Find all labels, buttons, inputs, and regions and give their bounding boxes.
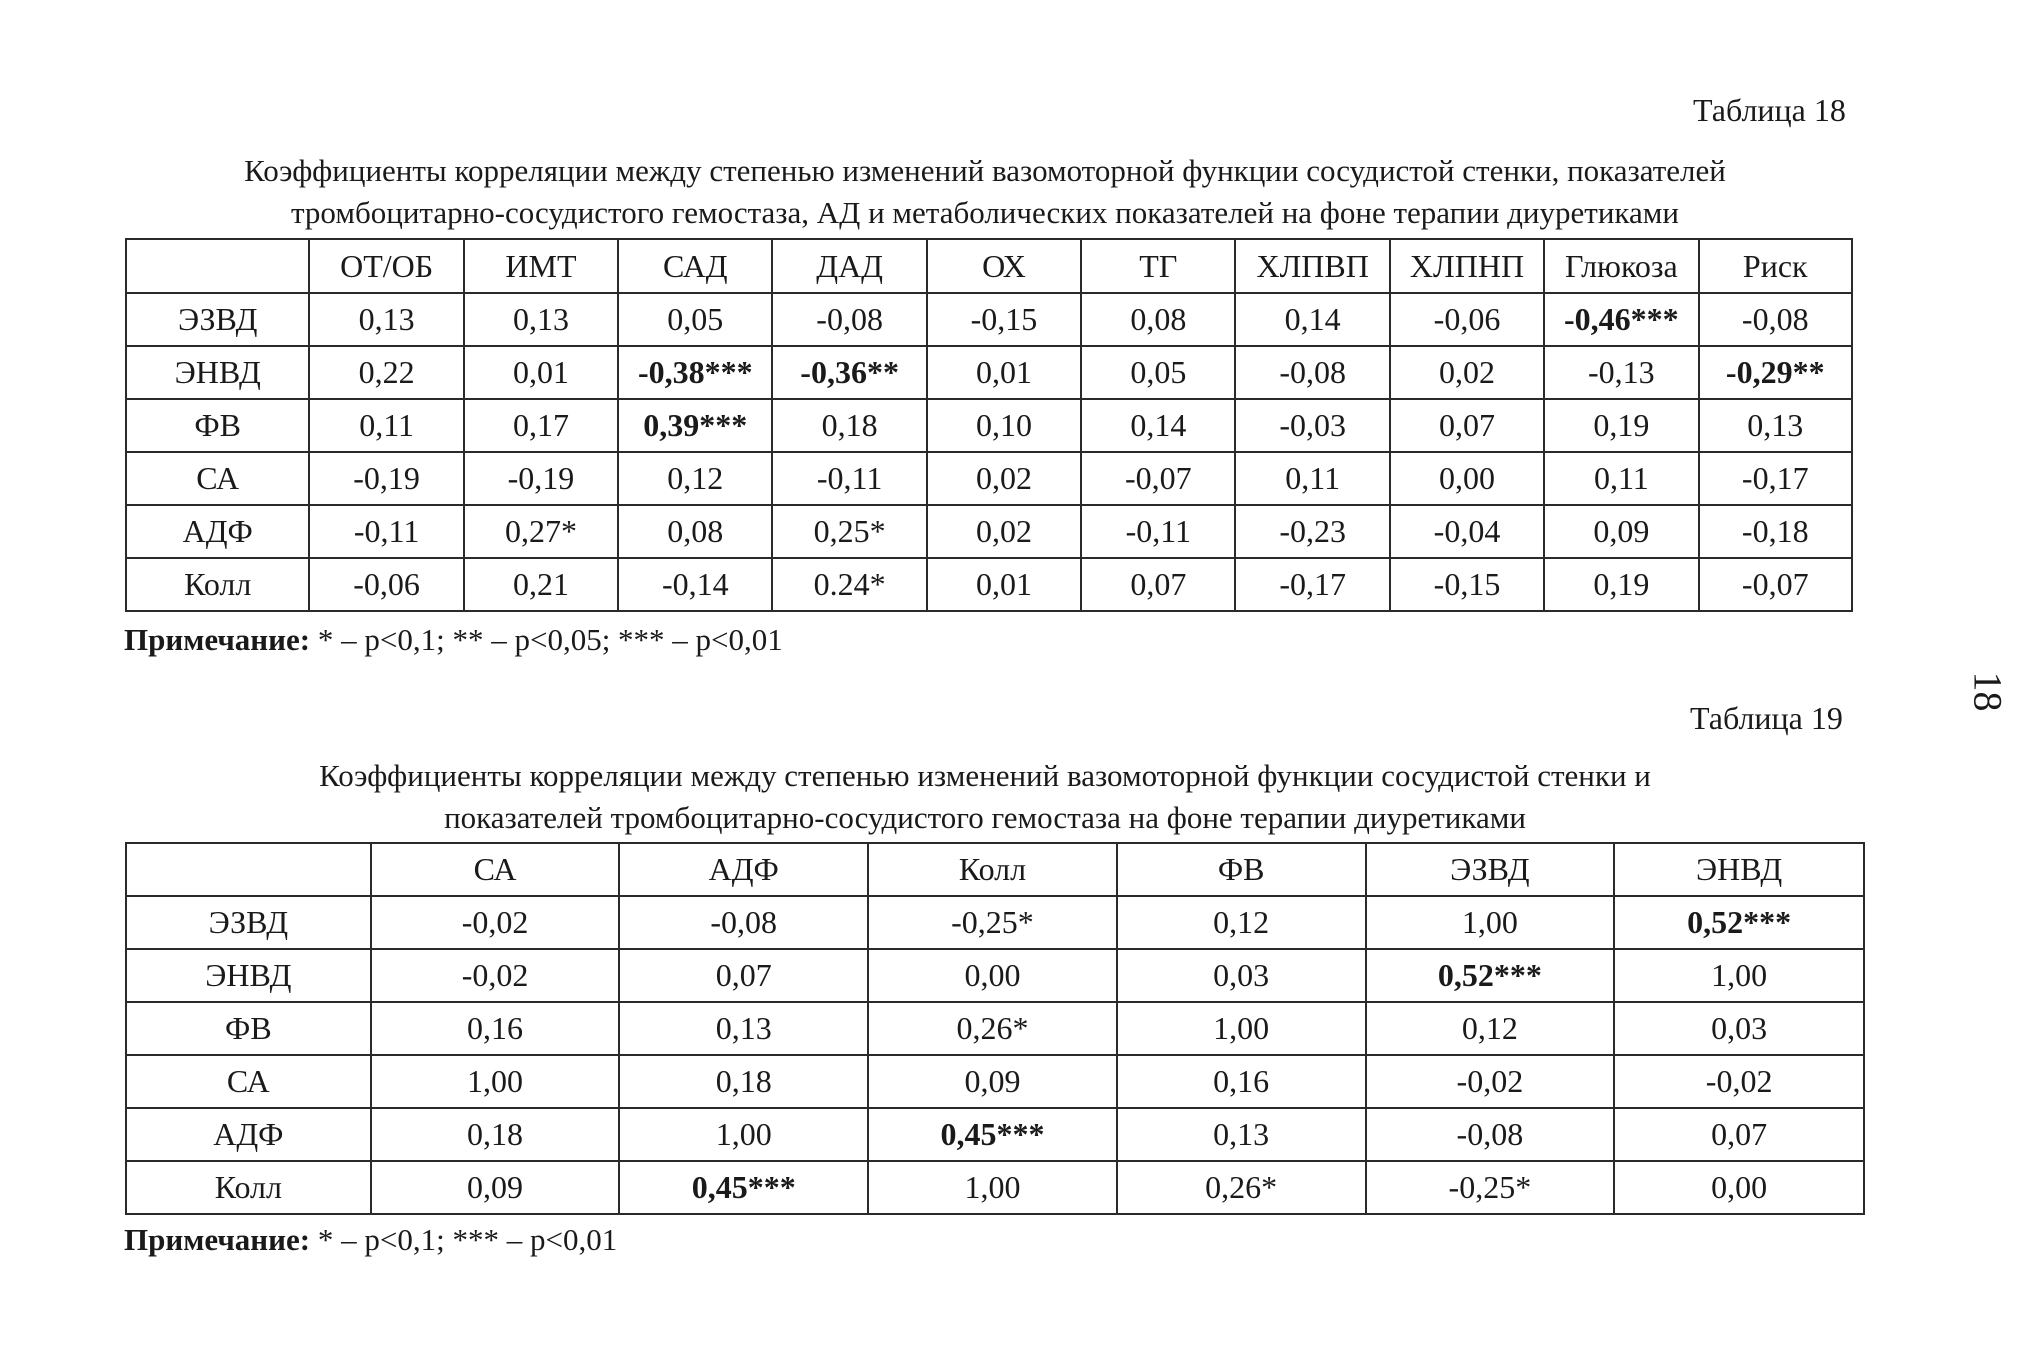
table19-cell: 0,18 — [619, 1055, 868, 1108]
table18-cell: 0,19 — [1544, 558, 1698, 611]
table19-cell: -0,02 — [1614, 1055, 1864, 1108]
table19-cell: 1,00 — [371, 1055, 620, 1108]
table18-cell: 0,00 — [1390, 452, 1544, 505]
table19-note-text: * – p<0,1; *** – p<0,01 — [310, 1222, 618, 1257]
table18-cell: 0,11 — [1544, 452, 1698, 505]
table18-cell-significant: -0,46*** — [1544, 293, 1698, 346]
table18-cell: -0,11 — [1081, 505, 1235, 558]
table18-cell: 0,12 — [618, 452, 772, 505]
table18-cell: 0,08 — [1081, 293, 1235, 346]
table19-cell: 0,03 — [1117, 949, 1366, 1002]
table18-cell: 0,07 — [1390, 399, 1544, 452]
table18-note — [124, 622, 783, 658]
table18-row-header: ФВ — [126, 399, 309, 452]
table19-cell: 0,13 — [1117, 1108, 1366, 1161]
table19-cell: 0,09 — [868, 1055, 1117, 1108]
table19-cell: 0,12 — [1117, 896, 1366, 949]
table18-col-header: ИМТ — [464, 239, 618, 293]
table19-cell-significant: 0,52*** — [1614, 896, 1864, 949]
table18-col-header: ОХ — [927, 239, 1081, 293]
table18-cell-significant: -0,29** — [1699, 346, 1852, 399]
table18-caption-line2: тромбоцитарно-сосудистого гемостаза, АД и метаболических показателей на фоне терапии диуретиками — [291, 195, 1679, 230]
table19-cell: 0,13 — [619, 1002, 868, 1055]
table18-cell: 0,14 — [1081, 399, 1235, 452]
table18-cell: 0,19 — [1544, 399, 1698, 452]
table19-cell: 0,00 — [1614, 1161, 1864, 1214]
table18-cell: 0,02 — [1390, 346, 1544, 399]
table19-cell: -0,08 — [619, 896, 868, 949]
table18-col-header: Риск — [1699, 239, 1852, 293]
table18-row — [126, 452, 1852, 505]
table18-col-header: САД — [618, 239, 772, 293]
table18-cell: -0,18 — [1699, 505, 1852, 558]
table19-corner — [126, 843, 371, 896]
table18-cell: 0,01 — [927, 558, 1081, 611]
table18-cell: 0,10 — [927, 399, 1081, 452]
table19-col-header: ЭЗВД — [1366, 843, 1615, 896]
table18-cell: 0,02 — [927, 452, 1081, 505]
table18-cell: -0,15 — [927, 293, 1081, 346]
table19-row — [126, 1161, 1864, 1214]
table19-row — [126, 949, 1864, 1002]
table18-row — [126, 399, 1852, 452]
table18-cell-significant: -0,38*** — [618, 346, 772, 399]
table19-row-header: ЭЗВД — [126, 896, 371, 949]
table19-row — [126, 1002, 1864, 1055]
table19-caption-line1: Коэффициенты корреляции между степенью изменений вазомоторной функции сосудистой стенки и — [319, 758, 1651, 793]
table18-cell: 0,07 — [1081, 558, 1235, 611]
table19-col-header: ЭНВД — [1614, 843, 1864, 896]
table18-col-header: ХЛПВП — [1235, 239, 1389, 293]
table19-row-header: СА — [126, 1055, 371, 1108]
table18-cell-significant: 0,39*** — [618, 399, 772, 452]
table19-cell: -0,25* — [868, 896, 1117, 949]
table18-cell: -0,06 — [1390, 293, 1544, 346]
table18-cell: -0,19 — [309, 452, 463, 505]
table18-cell: 0,13 — [464, 293, 618, 346]
table19 — [125, 842, 1865, 1215]
table18-col-header: Глюкоза — [1544, 239, 1698, 293]
table18-cell: -0,08 — [1699, 293, 1852, 346]
table19-col-header: ФВ — [1117, 843, 1366, 896]
table18-header-row — [126, 239, 1852, 293]
table18-cell: -0,15 — [1390, 558, 1544, 611]
table18-row-header: СА — [126, 452, 309, 505]
table19-cell: -0,25* — [1366, 1161, 1615, 1214]
table18-col-header: ДАД — [772, 239, 926, 293]
table18-cell: -0,11 — [309, 505, 463, 558]
table18-corner — [126, 239, 309, 293]
table19-cell: 1,00 — [868, 1161, 1117, 1214]
table18-col-header: ОТ/ОБ — [309, 239, 463, 293]
table19-row — [126, 896, 1864, 949]
table19-cell: 1,00 — [1366, 896, 1615, 949]
table19-cell: 0,00 — [868, 949, 1117, 1002]
table19-cell: 0,07 — [619, 949, 868, 1002]
table18-col-header: ТГ — [1081, 239, 1235, 293]
table18-cell: 0,13 — [1699, 399, 1852, 452]
table18-cell: -0,11 — [772, 452, 926, 505]
table19-row — [126, 1108, 1864, 1161]
table19-row — [126, 1055, 1864, 1108]
table19-cell: -0,08 — [1366, 1108, 1615, 1161]
table18-cell: -0,06 — [309, 558, 463, 611]
table19-cell: 0,07 — [1614, 1108, 1864, 1161]
table18-row-header: АДФ — [126, 505, 309, 558]
table19-cell: 1,00 — [619, 1108, 868, 1161]
table18-cell: -0,07 — [1081, 452, 1235, 505]
table18-row — [126, 558, 1852, 611]
table18-caption-line1: Коэффициенты корреляции между степенью изменений вазомоторной функции сосудистой стенки, показателей — [244, 153, 1726, 188]
table19-col-header: Колл — [868, 843, 1117, 896]
table18-cell: 0,11 — [1235, 452, 1389, 505]
table18-note-title: Примечание: — [124, 622, 311, 657]
table18-row-header: ЭНВД — [126, 346, 309, 399]
table19-col-header: СА — [371, 843, 620, 896]
table18-cell: 0,01 — [927, 346, 1081, 399]
table19-cell: 0,16 — [1117, 1055, 1366, 1108]
table18-row — [126, 293, 1852, 346]
table18-cell: -0,19 — [464, 452, 618, 505]
table18-row-header: ЭЗВД — [126, 293, 309, 346]
table18-cell: 0,01 — [464, 346, 618, 399]
table19-cell: 1,00 — [1614, 949, 1864, 1002]
table19-cell: 0,12 — [1366, 1002, 1615, 1055]
table18-cell: 0,05 — [618, 293, 772, 346]
table19-cell-significant: 0,52*** — [1366, 949, 1615, 1002]
table19-cell-significant: 0,45*** — [868, 1108, 1117, 1161]
table18-cell: 0,02 — [927, 505, 1081, 558]
table18-row — [126, 346, 1852, 399]
table18-cell: -0,13 — [1544, 346, 1698, 399]
table18-cell: 0,09 — [1544, 505, 1698, 558]
table18-cell: -0,04 — [1390, 505, 1544, 558]
table18-cell: 0,13 — [309, 293, 463, 346]
table18-cell: 0,11 — [309, 399, 463, 452]
table19-cell: -0,02 — [371, 949, 620, 1002]
table18-cell: -0,07 — [1699, 558, 1852, 611]
table19-note — [124, 1222, 617, 1258]
table18-note-text: * – p<0,1; ** – p<0,05; *** – p<0,01 — [310, 622, 783, 657]
table18-cell: 0.24* — [772, 558, 926, 611]
table19-cell: 1,00 — [1117, 1002, 1366, 1055]
table18-cell: 0,18 — [772, 399, 926, 452]
table19-row-header: Колл — [126, 1161, 371, 1214]
table19-cell: 0,18 — [371, 1108, 620, 1161]
table18-cell: -0,08 — [772, 293, 926, 346]
table18-caption — [100, 150, 1870, 234]
table18-col-header: ХЛПНП — [1390, 239, 1544, 293]
table19-cell: 0,09 — [371, 1161, 620, 1214]
table18-cell: -0,14 — [618, 558, 772, 611]
table19-row-header: ЭНВД — [126, 949, 371, 1002]
table18 — [125, 238, 1853, 612]
table18-cell: -0,17 — [1699, 452, 1852, 505]
table18-cell: 0,05 — [1081, 346, 1235, 399]
page-number: 18 — [1965, 671, 2011, 712]
table19-cell-significant: 0,45*** — [619, 1161, 868, 1214]
table18-cell: -0,03 — [1235, 399, 1389, 452]
table19-cell: -0,02 — [371, 896, 620, 949]
table18-cell: 0,27* — [464, 505, 618, 558]
table18-cell: -0,17 — [1235, 558, 1389, 611]
table19-note-title: Примечание: — [124, 1222, 311, 1257]
table18-cell: 0,25* — [772, 505, 926, 558]
table19-caption — [100, 755, 1870, 839]
table18-row-header: Колл — [126, 558, 309, 611]
table19-label: Таблица 19 — [1690, 700, 1843, 736]
table18-cell: 0,21 — [464, 558, 618, 611]
table18-row — [126, 505, 1852, 558]
table19-cell: 0,26* — [868, 1002, 1117, 1055]
table19-cell: 0,03 — [1614, 1002, 1864, 1055]
table19-header-row — [126, 843, 1864, 896]
table18-cell: -0,23 — [1235, 505, 1389, 558]
table18-label: Таблица 18 — [1693, 92, 1846, 128]
table19-row-header: АДФ — [126, 1108, 371, 1161]
table19-cell: 0,16 — [371, 1002, 620, 1055]
table19-caption-line2: показателей тромбоцитарно-сосудистого гемостаза на фоне терапии диуретиками — [444, 800, 1526, 835]
table19-row-header: ФВ — [126, 1002, 371, 1055]
table18-cell: 0,22 — [309, 346, 463, 399]
table18-cell: 0,08 — [618, 505, 772, 558]
table18-cell: -0,08 — [1235, 346, 1389, 399]
table18-cell: 0,17 — [464, 399, 618, 452]
table19-cell: -0,02 — [1366, 1055, 1615, 1108]
table19-col-header: АДФ — [619, 843, 868, 896]
table18-cell-significant: -0,36** — [772, 346, 926, 399]
table18-cell: 0,14 — [1235, 293, 1389, 346]
table19-cell: 0,26* — [1117, 1161, 1366, 1214]
